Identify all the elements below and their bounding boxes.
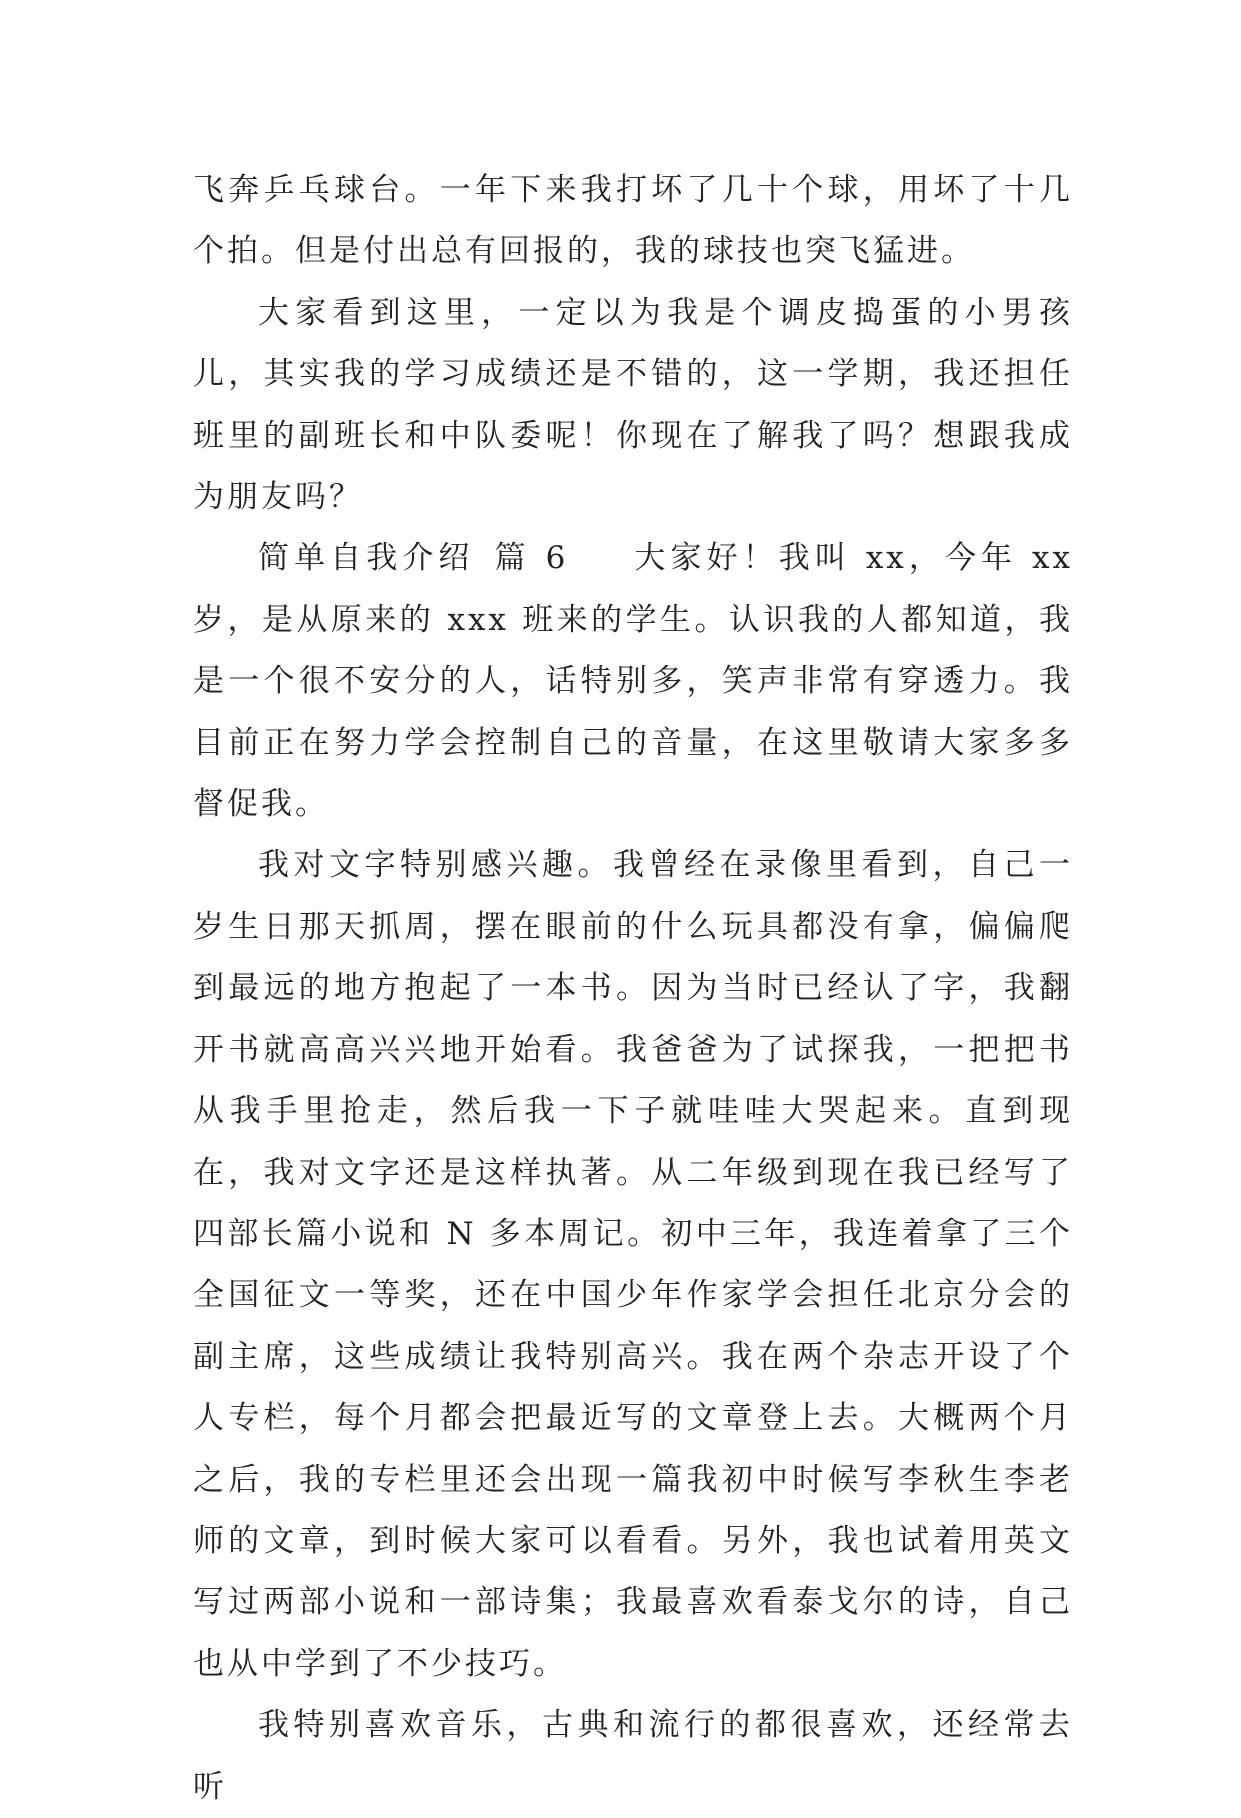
- paragraph-3-text: 大家好！我叫 xx，今年 xx 岁，是从原来的 xxx 班来的学生。认识我的人都知道，我是一个很不安分的人，话特别多，笑声非常有穿透力。我目前正在努力学会控制自己的音量，在这里敬请大家多多督促我。: [193, 540, 1074, 823]
- section-heading-title: 简单自我介绍: [258, 540, 475, 577]
- paragraph-1: 飞奔乒乓球台。一年下来我打坏了几十个球，用坏了十几个拍。但是付出总有回报的，我的球技也突飞猛进。: [193, 172, 1073, 270]
- paragraph-4: 我对文字特别感兴趣。我曾经在录像里看到，自己一岁生日那天抓周，摆在眼前的什么玩具都没有拿，偏偏爬到最远的地方抱起了一本书。因为当时已经认了字，我翻开书就高高兴兴地开始看。我爸爸为了试探我，一把把书从我手里抢走，然后我一下子就哇哇大哭起来。直到现在，我对文字还是这样执著。从二年级到现在我已经写了四部长篇小说和 N 多本周记。初中三年，我连着拿了三个全国征文一等奖，还在中国少年作家学会担任北京分会的副主席，这些成绩让我特别高兴。我在两个杂志开设了个人专栏，每个月都会把最近写的文章登上去。大概两个月之后，我的专栏里还会出现一篇我初中时候写李秋生李老师的文章，到时候大家可以看看。另外，我也试着用英文写过两部小说和一部诗集；我最喜欢看泰戈尔的诗，自己也从中学到了不少技巧。: [193, 847, 1073, 1682]
- paragraph-5: 我特别喜欢音乐，古典和流行的都很喜欢，还经常去听: [193, 1707, 1073, 1805]
- section-heading-part: 篇 6: [492, 540, 569, 577]
- paragraph-3: [193, 528, 1073, 835]
- paragraph-2: 大家看到这里，一定以为我是个调皮捣蛋的小男孩儿，其实我的学习成绩还是不错的，这一学期，我还担任班里的副班长和中队委呢！你现在了解我了吗？想跟我成为朋友吗？: [193, 294, 1073, 516]
- document-body: [193, 160, 1073, 1818]
